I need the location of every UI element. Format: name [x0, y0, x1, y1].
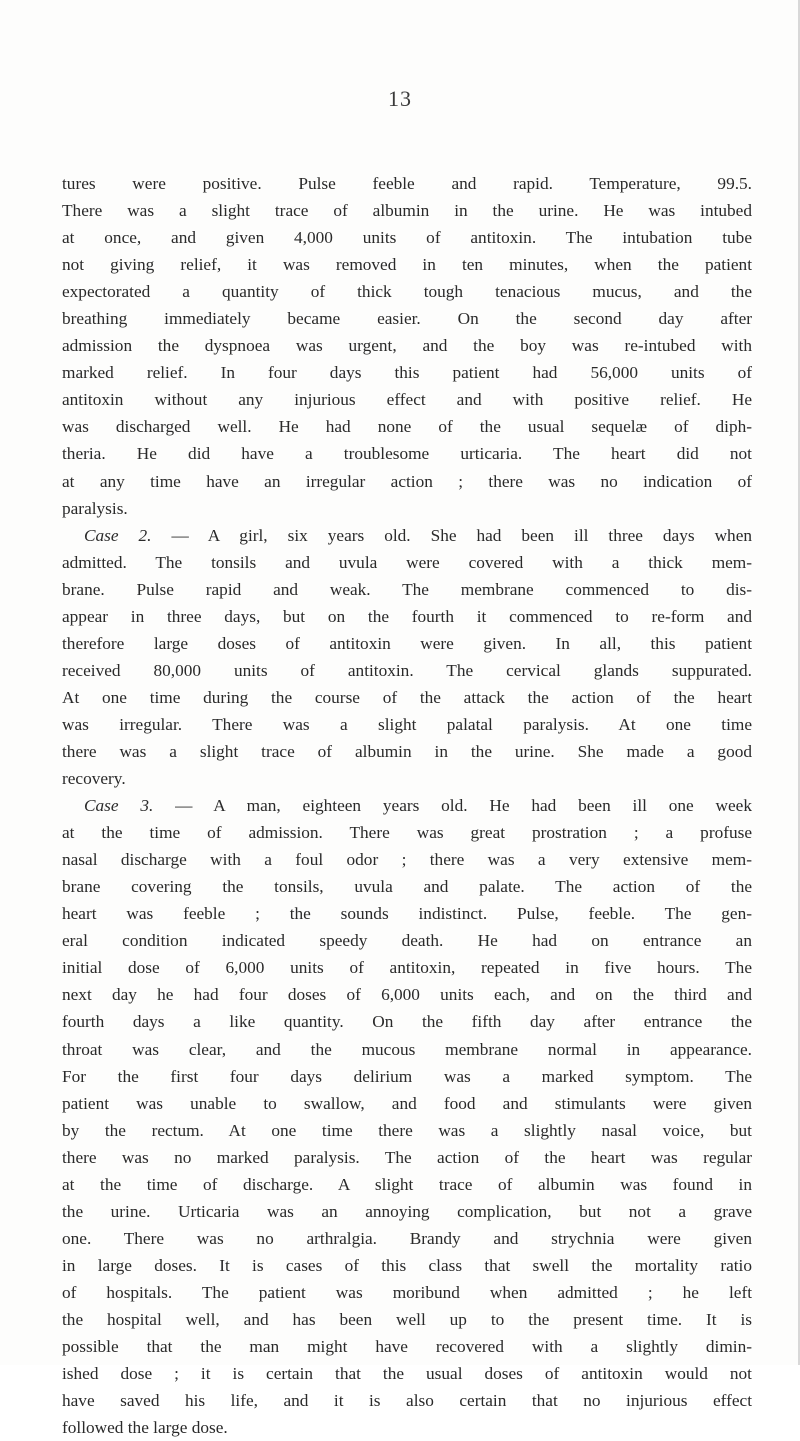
- line-text: fourth days a like quantity. On the fifth day after entrance the: [62, 1012, 752, 1032]
- text-line: [62, 1171, 752, 1198]
- line-text: at the time of admission. There was great prostration ; a profuse: [62, 823, 752, 843]
- text-line: [62, 332, 752, 359]
- line-text: the hospital well, and has been well up to the present time. It is: [62, 1309, 752, 1329]
- page-number: 13: [388, 86, 412, 111]
- text-line: [62, 170, 752, 197]
- text-line: [62, 738, 752, 765]
- text-line: [62, 711, 752, 738]
- line-text: — A girl, six years old. She had been ill three days when: [151, 525, 753, 545]
- text-line: [62, 440, 752, 467]
- text-line: [62, 468, 752, 495]
- text-line: [62, 1387, 752, 1414]
- line-text: there was a slight trace of albumin in the urine. She made a good: [62, 741, 752, 761]
- line-text: antitoxin without any injurious effect and with positive relief. He: [62, 390, 752, 410]
- text-line: [62, 359, 752, 386]
- text-line: [62, 278, 752, 305]
- body-text: [62, 170, 752, 1441]
- line-text: by the rectum. At one time there was a slightly nasal voice, but: [62, 1120, 752, 1140]
- text-line: [62, 251, 752, 278]
- text-line: [62, 900, 752, 927]
- text-line: [62, 305, 752, 332]
- text-line: [62, 1090, 752, 1117]
- line-text: — A man, eighteen years old. He had been ill one week: [153, 796, 752, 816]
- line-text: There was a slight trace of albumin in the urine. He was intubed: [62, 201, 752, 221]
- line-text: marked relief. In four days this patient had 56,000 units of: [62, 363, 752, 383]
- line-text: For the first four days delirium was a marked symptom. The: [62, 1066, 752, 1086]
- text-line: [62, 1252, 752, 1279]
- text-line: [62, 846, 752, 873]
- text-line: [62, 1144, 752, 1171]
- line-text: breathing immediately became easier. On the second day after: [62, 309, 752, 329]
- text-line: [62, 197, 752, 224]
- line-text: nasal discharge with a foul odor ; there was a very extensive mem-: [62, 850, 752, 870]
- text-line: [62, 1117, 752, 1144]
- text-line: [62, 1360, 752, 1387]
- line-text: tures were positive. Pulse feeble and rapid. Temperature, 99.5.: [62, 174, 752, 193]
- text-line: [62, 1198, 752, 1225]
- line-text: was discharged well. He had none of the usual sequelæ of diph-: [62, 417, 752, 437]
- line-text: in large doses. It is cases of this class that swell the mortality ratio: [62, 1255, 752, 1275]
- line-text: not giving relief, it was removed in ten minutes, when the patient: [62, 255, 752, 275]
- line-text: brane. Pulse rapid and weak. The membrane commenced to dis-: [62, 579, 752, 599]
- line-text: admission the dyspnoea was urgent, and the boy was re-intubed with: [62, 336, 752, 356]
- text-line: [62, 386, 752, 413]
- text-line: [62, 495, 752, 522]
- text-line: [62, 1306, 752, 1333]
- text-line: [62, 954, 752, 981]
- line-text: received 80,000 units of antitoxin. The cervical glands suppurated.: [62, 660, 752, 680]
- line-text: recovery.: [62, 769, 126, 789]
- line-text: next day he had four doses of 6,000 units each, and on the third and: [62, 985, 752, 1005]
- line-text: paralysis.: [62, 498, 128, 518]
- line-text: eral condition indicated speedy death. He had on entrance an: [62, 931, 752, 951]
- text-line: [62, 1225, 752, 1252]
- text-line: [62, 765, 752, 792]
- line-text: the urine. Urticaria was an annoying complication, but not a grave: [62, 1201, 752, 1221]
- text-line: [62, 1063, 752, 1090]
- text-line: [62, 657, 752, 684]
- text-line: [62, 630, 752, 657]
- line-text: patient was unable to swallow, and food and stimulants were given: [62, 1093, 752, 1113]
- line-text: theria. He did have a troublesome urticaria. The heart did not: [62, 444, 752, 464]
- line-text: at any time have an irregular action ; there was no indication of: [62, 471, 752, 491]
- line-text: ished dose ; it is certain that the usual doses of antitoxin would not: [62, 1364, 752, 1384]
- text-line: [62, 224, 752, 251]
- line-text: there was no marked paralysis. The action of the heart was regular: [62, 1147, 752, 1167]
- text-line: [62, 603, 752, 630]
- text-line: [62, 1414, 752, 1441]
- text-line: [62, 413, 752, 440]
- text-line: [62, 981, 752, 1008]
- line-text: expectorated a quantity of thick tough tenacious mucus, and the: [62, 282, 752, 302]
- text-line: [62, 1036, 752, 1063]
- line-text: heart was feeble ; the sounds indistinct. Pulse, feeble. The gen-: [62, 904, 752, 924]
- text-line: [62, 1008, 752, 1035]
- text-line: [62, 522, 752, 549]
- line-text: have saved his life, and it is also certain that no injurious effect: [62, 1391, 752, 1411]
- line-text: At one time during the course of the attack the action of the heart: [62, 687, 752, 707]
- line-text: followed the large dose.: [62, 1418, 228, 1438]
- text-line: [62, 1333, 752, 1360]
- case-label: Case 2.: [84, 525, 152, 545]
- line-text: admitted. The tonsils and uvula were covered with a thick mem-: [62, 552, 752, 572]
- text-line: [62, 549, 752, 576]
- line-text: throat was clear, and the mucous membrane normal in appearance.: [62, 1039, 752, 1059]
- line-text: of hospitals. The patient was moribund when admitted ; he left: [62, 1282, 752, 1302]
- line-text: was irregular. There was a slight palatal paralysis. At one time: [62, 714, 752, 734]
- line-text: at the time of discharge. A slight trace of albumin was found in: [62, 1174, 752, 1194]
- text-line: [62, 576, 752, 603]
- line-text: appear in three days, but on the fourth it commenced to re-form and: [62, 606, 752, 626]
- text-line: [62, 684, 752, 711]
- line-text: brane covering the tonsils, uvula and palate. The action of the: [62, 877, 752, 897]
- case-label: Case 3.: [84, 796, 154, 816]
- line-text: therefore large doses of antitoxin were given. In all, this patient: [62, 633, 752, 653]
- line-text: one. There was no arthralgia. Brandy and strychnia were given: [62, 1228, 752, 1248]
- line-text: possible that the man might have recovered with a slightly dimin-: [62, 1337, 752, 1357]
- text-line: [62, 873, 752, 900]
- line-text: initial dose of 6,000 units of antitoxin, repeated in five hours. The: [62, 958, 752, 978]
- line-text: at once, and given 4,000 units of antitoxin. The intubation tube: [62, 228, 752, 248]
- text-line: [62, 819, 752, 846]
- text-line: [62, 792, 752, 819]
- text-line: [62, 927, 752, 954]
- text-line: [62, 1279, 752, 1306]
